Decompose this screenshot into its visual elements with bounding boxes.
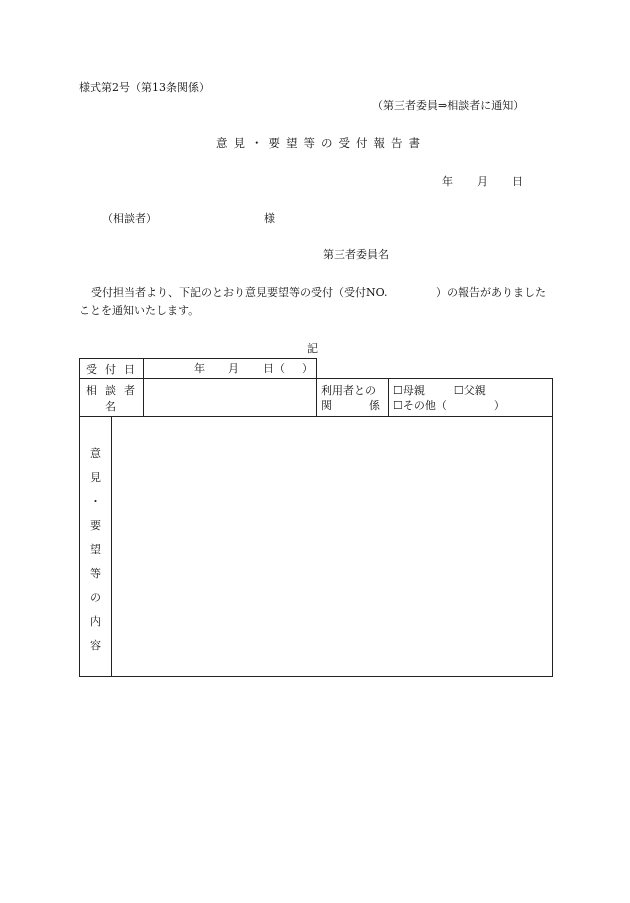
body-line1-post: ）の報告がありました bbox=[436, 286, 546, 299]
received-day: 日（ bbox=[263, 361, 285, 375]
content-char: ・ bbox=[90, 495, 101, 508]
content-field[interactable] bbox=[112, 417, 553, 677]
ki-label: 記 bbox=[307, 342, 318, 355]
option-other-close: ） bbox=[493, 398, 505, 412]
option-father[interactable]: ☐父親 bbox=[453, 383, 486, 397]
relation-options bbox=[389, 379, 553, 417]
content-char: 意 bbox=[90, 447, 101, 460]
received-month: 月 bbox=[228, 361, 239, 375]
relation-label-line1: 利用者との bbox=[321, 383, 376, 397]
content-char: 望 bbox=[90, 543, 101, 556]
content-label-vertical bbox=[80, 417, 111, 653]
blank-cell bbox=[317, 359, 553, 379]
form-number: 様式第2号（第13条関係） bbox=[79, 81, 210, 94]
body-line2: ことを通知いたします。 bbox=[79, 304, 200, 317]
date-month: 月 bbox=[477, 175, 488, 188]
option-mother[interactable]: ☐母親 bbox=[393, 383, 425, 397]
content-char: の bbox=[90, 591, 101, 604]
relation-label bbox=[317, 379, 389, 417]
received-date-field[interactable] bbox=[144, 359, 317, 379]
body-line1-pre: 受付担当者より、下記のとおり意見要望等の受付（受付NO. bbox=[91, 286, 388, 299]
option-other[interactable]: ☐その他（ bbox=[393, 398, 447, 412]
received-label: 受付日 bbox=[80, 359, 144, 379]
content-char: 見 bbox=[90, 471, 101, 484]
content-label bbox=[80, 417, 112, 677]
consultant-label: 相談者名 bbox=[80, 379, 144, 417]
report-table bbox=[79, 358, 553, 677]
consultant-name-field[interactable] bbox=[144, 379, 317, 417]
received-year: 年 bbox=[194, 361, 205, 375]
received-close: ） bbox=[302, 361, 313, 375]
relation-label-2b: 係 bbox=[369, 398, 380, 412]
content-char: 内 bbox=[90, 615, 101, 628]
received-row bbox=[80, 359, 553, 379]
document-title: 意見・要望等の受付報告書 bbox=[216, 136, 426, 150]
addressee-label: （相談者） bbox=[102, 212, 157, 225]
consultant-row bbox=[80, 379, 553, 417]
content-char: 要 bbox=[90, 519, 101, 532]
relation-label-line2 bbox=[321, 398, 388, 413]
date-year: 年 bbox=[442, 175, 453, 188]
content-char: 容 bbox=[90, 639, 101, 652]
route-note: （第三者委員⇒相談者に通知） bbox=[372, 99, 525, 112]
content-row bbox=[80, 417, 553, 677]
addressee-honorific: 様 bbox=[264, 212, 275, 225]
date-day: 日 bbox=[512, 175, 523, 188]
relation-label-2a: 関 bbox=[321, 398, 332, 412]
sender-label: 第三者委員名 bbox=[323, 248, 389, 261]
content-char: 等 bbox=[90, 567, 101, 580]
